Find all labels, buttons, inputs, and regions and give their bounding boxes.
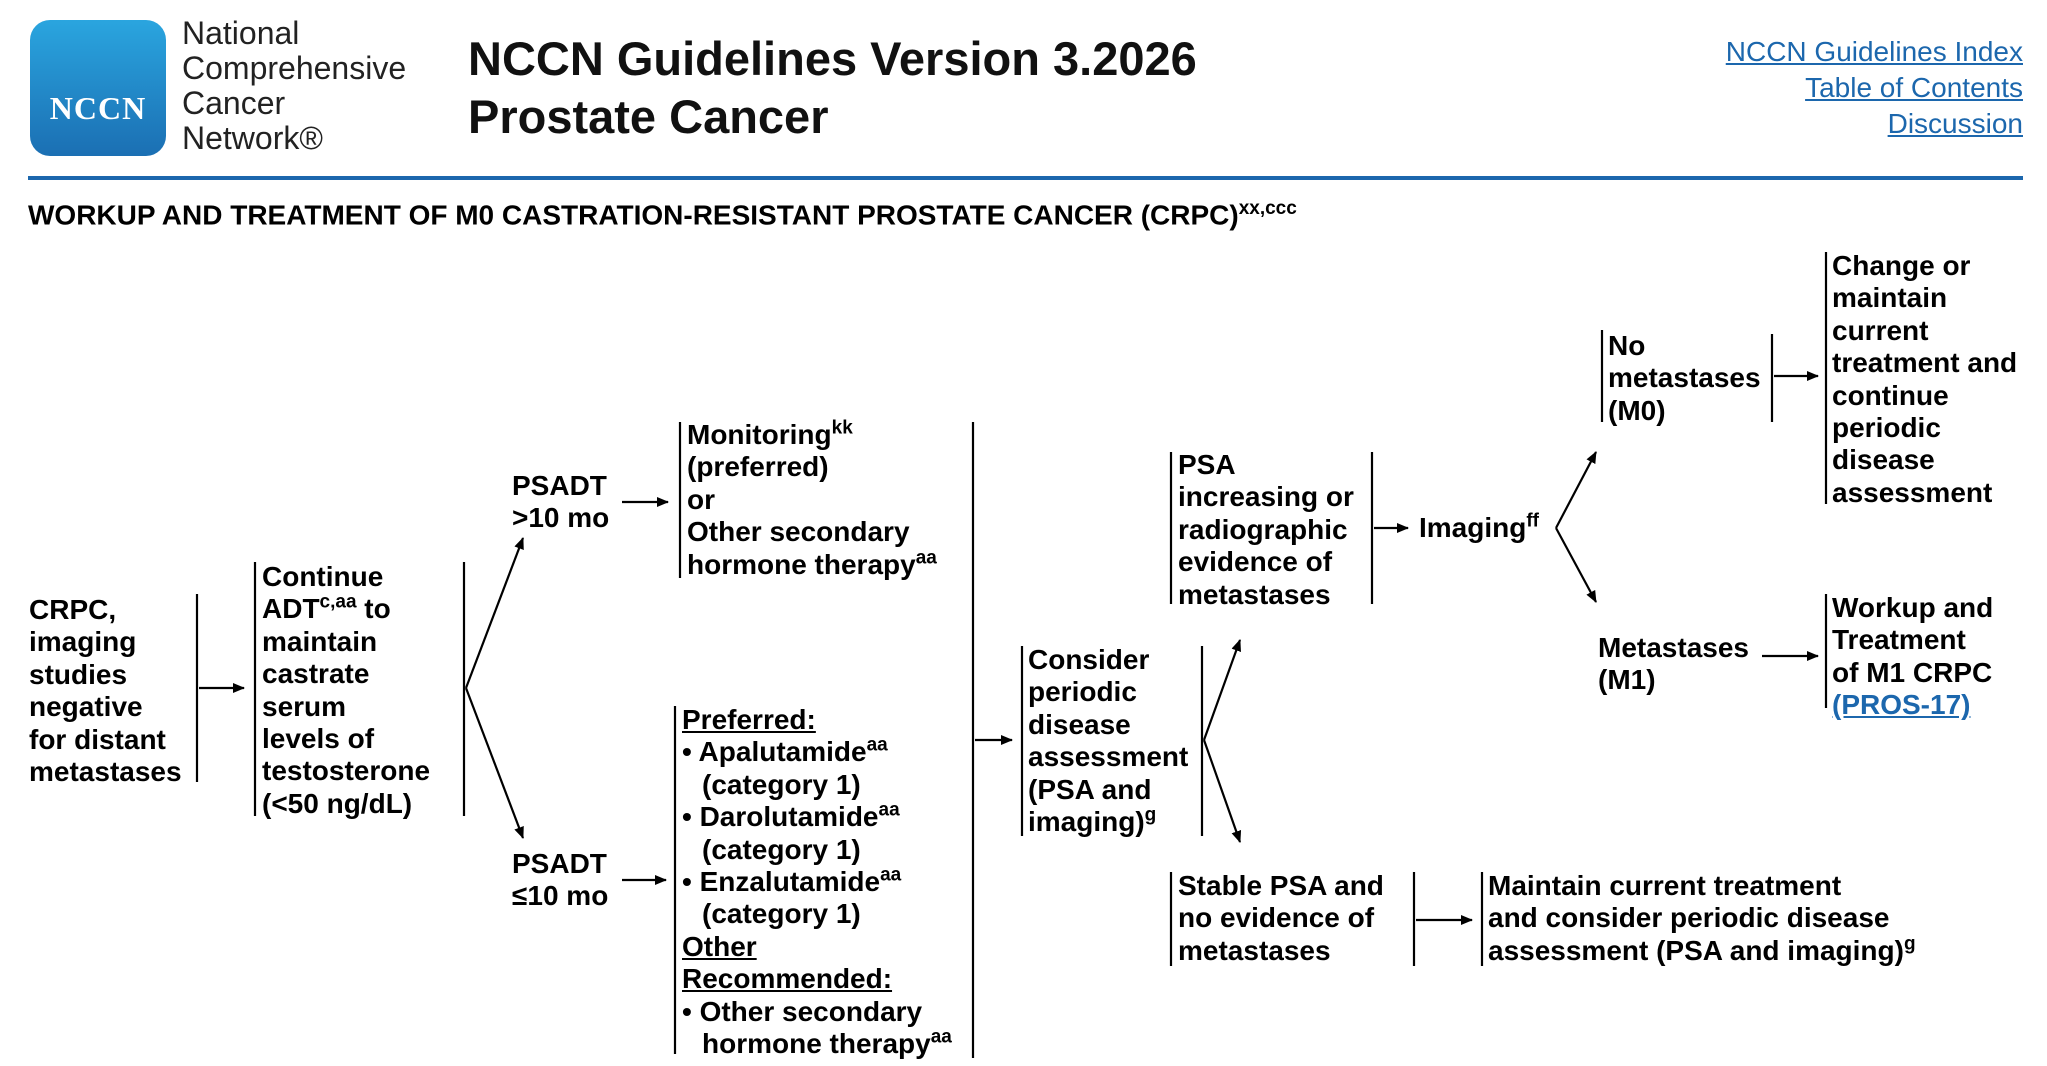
node-maintain-current: Maintain current treatment and consider periodic disease assessment (PSA and imaging)$^g$ — [1488, 870, 1916, 966]
footnote-ref: g — [1144, 804, 1157, 826]
guidelines-index-link[interactable]: NCCN Guidelines Index — [1725, 36, 2023, 67]
discussion-link[interactable]: Discussion — [1887, 108, 2023, 139]
node-psa-increasing: PSA increasing or radiographic evidence of metastases — [1178, 449, 1354, 610]
footnote-ref: aa — [880, 864, 902, 886]
guideline-disease: Prostate Cancer — [468, 90, 829, 143]
footnote-ref: ff — [1526, 510, 1539, 532]
org-name-line: Comprehensive — [182, 50, 407, 86]
node-workup-m1: Workup and Treatment of M1 CRPC (PROS-17) — [1832, 592, 1994, 721]
footnote-ref: aa — [915, 547, 937, 569]
node-monitoring: Monitoring$^{kk}$ (preferred) or Other secondary hormone therapy$^{aa}$ — [687, 417, 937, 580]
node-change-maintain: Change or maintain current treatment and continue periodic disease assessment — [1832, 250, 2018, 508]
node-imaging: Imaging$^{ff}$ — [1419, 510, 1539, 543]
node-stable-psa: Stable PSA and no evidence of metastases — [1178, 870, 1384, 966]
node-no-metastases: No metastases (M0) — [1608, 330, 1761, 426]
section-title: WORKUP AND TREATMENT OF M0 CASTRATION-RESISTANT PROSTATE CANCER (CRPC)$^{xx,ccc}$ — [28, 198, 1297, 231]
node-metastases-m1: Metastases (M1) — [1598, 632, 1749, 696]
footnote-ref: aa — [930, 1026, 952, 1048]
table-of-contents-link[interactable]: Table of Contents — [1805, 72, 2023, 103]
logo-text: NCCN — [49, 90, 147, 126]
guideline-version: NCCN Guidelines Version 3.2026 — [468, 32, 1197, 85]
org-name-line: Cancer — [182, 85, 286, 121]
footnote-ref: xx,ccc — [1238, 198, 1297, 219]
node-psadt-gt-10: PSADT >10 mo — [512, 470, 610, 534]
node-psadt-le-10: PSADT ≤10 mo — [512, 848, 609, 912]
node-continue-adt: Continue $ADT^{c,aa}$ to maintain castrate serum levels of testosterone (<50 ng/dL) — [262, 561, 431, 819]
node-preferred-therapies: Preferred: • Apalutamide$^{aa}$ (category 1) • Darolutamide$^{aa}$ (category 1) • Enzalutamide$^{aa}$ (category 1) Other Recommended: • Other secondary hormone therapy$^{aa}$ — [682, 704, 952, 1060]
org-name-line: Network® — [182, 120, 323, 156]
node-crpc: CRPC, imaging studies negative for distant metastases — [29, 594, 182, 788]
footnote-ref: g — [1903, 933, 1916, 955]
footnote-ref: kk — [831, 417, 853, 439]
footnote-ref: c,aa — [319, 592, 357, 614]
pros-17-link[interactable]: (PROS-17) — [1832, 689, 1971, 721]
org-name-line: National — [182, 15, 300, 51]
footnote-ref: aa — [878, 799, 900, 821]
footnote-ref: aa — [866, 735, 888, 757]
node-consider-assessment: Consider periodic disease assessment (PSA and imaging)$^g$ — [1028, 644, 1189, 838]
